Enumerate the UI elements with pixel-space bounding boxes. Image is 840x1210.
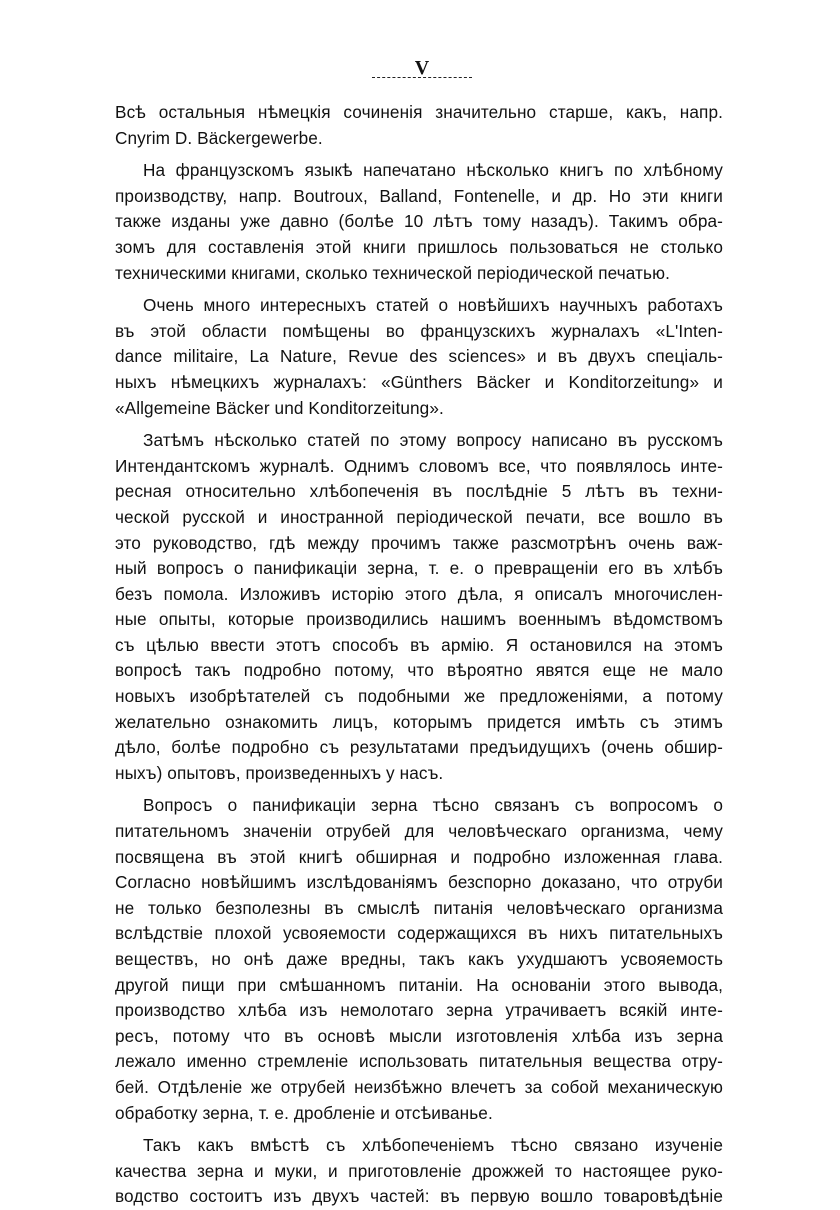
text-line: Затѣмъ нѣсколько статей по этому вопросу написано въ русскомъ [143,430,723,451]
text-line: не только безполезны въ смыслѣ питанія человѣческаго организма [115,897,723,918]
text-line: обработку зерна, т. е. дробленіе и отсѣиванье. [115,1102,493,1123]
text-line: ческой русской и иностранной періодической печати, все вошло въ [115,506,723,527]
text-line: съ цѣлью ввести этотъ способъ въ армію. Я остановился на этомъ [115,634,723,655]
text-line: новыхъ изобрѣтателей съ подобными же предложеніями, а потому [115,686,723,707]
text-line: безъ помола. Изложивъ исторію этого дѣла, я описалъ многочислен- [115,583,723,604]
text-line: На французскомъ языкѣ напечатано нѣсколько книгъ по хлѣбному [143,160,723,181]
text-line: также изданы уже давно (болѣе 10 лѣтъ тому назадъ). Такимъ обра- [115,211,723,232]
text-line: Интендантскомъ журналѣ. Однимъ словомъ все, что появлялось инте- [115,455,723,476]
text-line: ный вопросъ о панификаціи зерна, т. е. о превращеніи его въ хлѣбъ [115,558,723,579]
text-line: зомъ для составленія этой книги пришлось пользоваться не столько [115,236,723,257]
text-line: водство состоитъ изъ двухъ частей: въ первую вошло товаровѣдѣніе [115,1186,723,1207]
text-line: Вопросъ о панификаціи зерна тѣсно связанъ съ вопросомъ о [143,795,723,816]
text-line: посвящена въ этой книгѣ обширная и подробно изложенная глава. [115,846,723,867]
text-line: ныхъ нѣмецкихъ журналахъ: «Günthers Bäcker и Konditorzeitung» и [115,371,723,392]
text-line: вслѣдствіе плохой усвояемости содержащихся въ нихъ питательныхъ [115,923,723,944]
text-line: Очень много интересныхъ статей о новѣйшихъ научныхъ работахъ [143,295,723,316]
text-line: другой пищи при смѣшанномъ питаніи. На основаніи этого вывода, [115,974,723,995]
text-line: Такъ какъ вмѣстѣ съ хлѣбопеченіемъ тѣсно связано изученіе [143,1135,723,1156]
text-line: производство хлѣба изъ немолотаго зерна утрачиваетъ всякій интe- [115,1000,723,1021]
text-line: ресъ, потому что въ основѣ мысли изготовленія хлѣба изъ зерна [115,1025,723,1046]
text-line: «Allgemeine Bäcker und Konditorzeitung». [115,397,444,418]
text-line: питательномъ значеніи отрубей для человѣческаго организма, чему [115,821,723,842]
text-line: Согласно новѣйшимъ изслѣдованіямъ безспорно доказано, что отруби [115,872,723,893]
text-line: лежало именно стремленіе использовать питательныя вещества отру- [115,1051,723,1072]
page-number: V [414,57,430,79]
text-line: это руководство, гдѣ между прочимъ также разсмотрѣнъ очень важ- [115,532,723,553]
text-line: бей. Отдѣленіе же отрубей неизбѣжно влечетъ за собой механическую [115,1076,723,1097]
text-line: ныхъ) опытовъ, произведенныхъ у насъ. [115,762,444,783]
text-line: dance militaire, La Nature, Revue des sciences» и въ двухъ спеціаль- [115,346,723,367]
text-line: желательно ознакомить лицъ, которымъ придется имѣть съ этимъ [115,711,723,732]
text-line: дѣло, болѣе подробно съ результатами предъидущихъ (очень обшир- [115,737,723,758]
header-rule [372,77,472,78]
text-line: Всѣ остальныя нѣмецкія сочиненія значительно старше, какъ, напр. [115,102,723,122]
text-line: въ этой области помѣщены во французскихъ журналахъ «L'Inten- [115,320,723,341]
text-line: производству, напр. Boutroux, Balland, Fontenelle, и др. Но эти книги [115,185,723,206]
text-line: ресная относительно хлѣбопеченія въ послѣдніе 5 лѣтъ въ техни- [115,481,723,502]
text-line: качества зерна и муки, и приготовленіе дрожжей то настоящее руко- [115,1160,723,1181]
text-line: техническими книгами, сколько технической періодической печатью. [115,262,670,283]
page-content [115,100,723,1210]
text-line: Cnyrim D. Bäckergewerbe. [115,127,323,148]
text-line: ные опыты, которые производились нашимъ военнымъ вѣдомствомъ [115,609,723,630]
text-line: веществъ, но онѣ даже вредны, такъ какъ ухудшаютъ усвояемость [115,949,723,969]
text-line: вопросѣ такъ подробно потому, что вѣроятно явятся еще не мало [115,660,723,681]
